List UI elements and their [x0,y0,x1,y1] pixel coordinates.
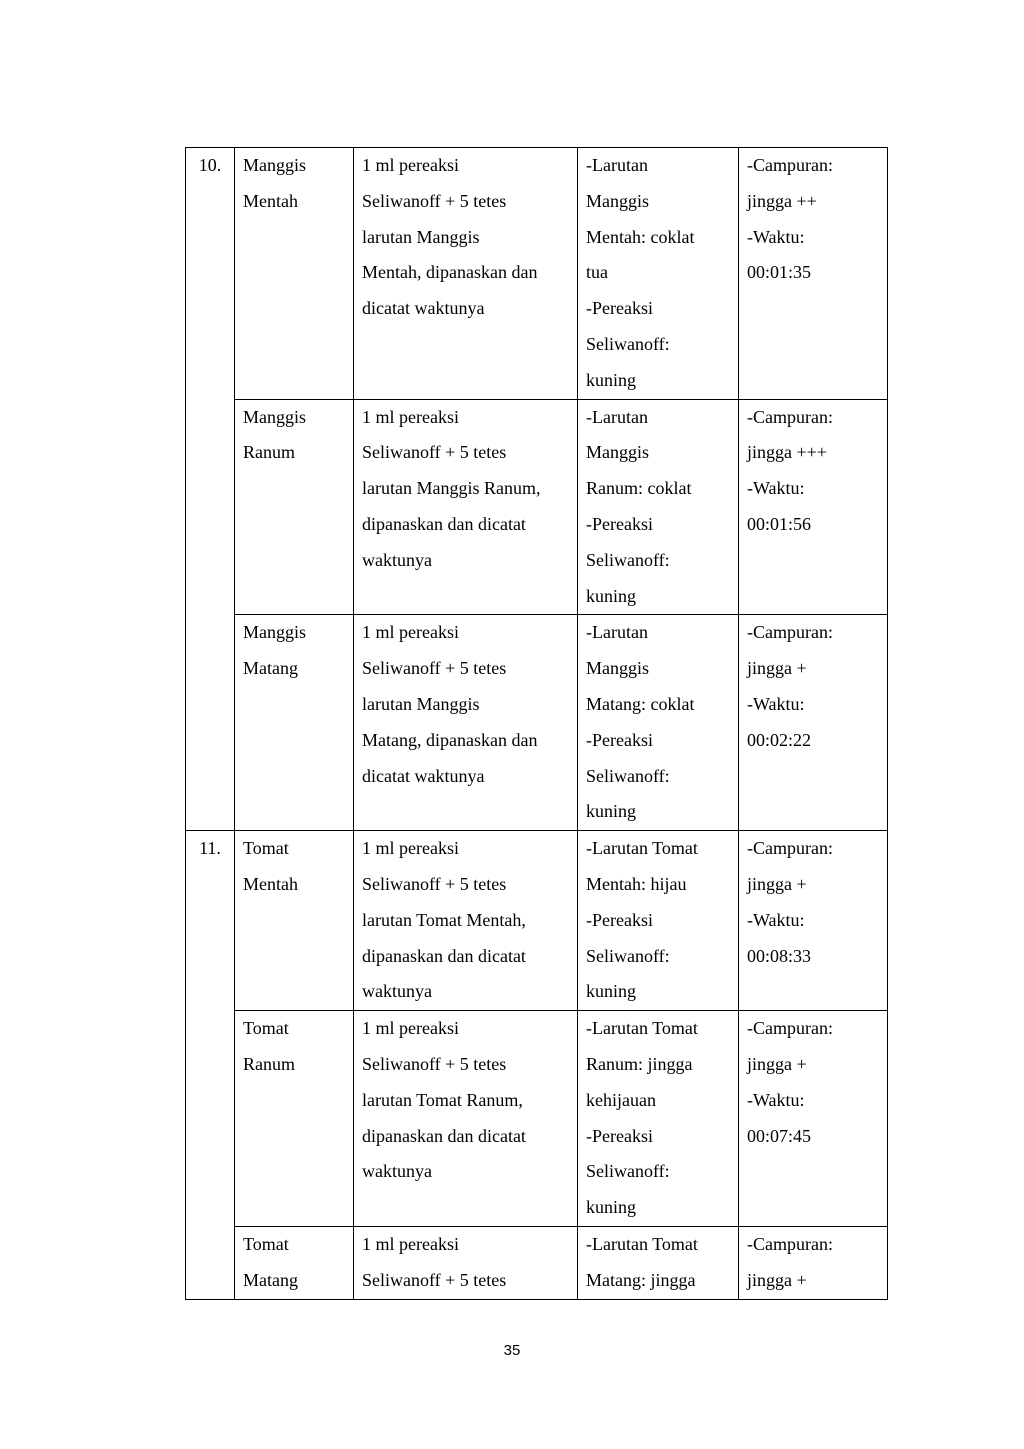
observation-line: Seliwanoff: [586,549,670,570]
table-row [186,1011,888,1227]
observation-line: -Pereaksi [586,729,653,750]
procedure-line: larutan Manggis [362,226,480,247]
result-cell [739,831,888,1011]
result-line: jingga + [747,1269,807,1290]
result-line: -Waktu: [747,693,805,714]
observation-line: kuning [586,981,637,1002]
procedure-line: Mentah, dipanaskan dan [362,262,538,283]
procedure-line: larutan Manggis Ranum, [362,478,541,499]
result-line: -Campuran: [747,1233,833,1254]
row-number-cell [186,399,235,615]
procedure-line: Seliwanoff + 5 tetes [362,442,507,463]
result-line: -Waktu: [747,909,805,930]
sample-line: Manggis [243,155,306,175]
observation-line: Seliwanoff: [586,333,670,354]
procedure-line: larutan Tomat Mentah, [362,909,526,930]
results-table [185,147,888,1300]
procedure-line: dipanaskan dan dicatat [362,945,526,966]
observation-line: Ranum: coklat [586,478,692,499]
observation-line: -Larutan Tomat [586,838,698,859]
sample-line: Matang [243,658,298,679]
procedure-line: 1 ml pereaksi [362,838,459,859]
observation-line: -Larutan [586,155,648,175]
observation-line: Mentah: hijau [586,873,687,894]
observation-line: Seliwanoff: [586,945,670,966]
observation-line: -Pereaksi [586,298,653,319]
sample-line: Ranum [243,442,295,463]
procedure-line: dicatat waktunya [362,765,485,786]
sample-cell [235,831,354,1011]
result-line: 00:08:33 [747,945,812,966]
row-number-cell [186,148,235,400]
observation-line: -Larutan [586,622,648,643]
observation-cell [578,831,739,1011]
procedure-line: 1 ml pereaksi [362,406,459,427]
observation-line: tua [586,262,608,283]
observation-cell [578,399,739,615]
result-line: jingga ++ [747,190,817,211]
sample-line: Tomat [243,1233,289,1254]
observation-line: -Pereaksi [586,1125,653,1146]
result-line: -Waktu: [747,226,805,247]
observation-line: -Larutan Tomat [586,1233,698,1254]
procedure-line: 1 ml pereaksi [362,1233,459,1254]
procedure-line: waktunya [362,1161,432,1182]
result-cell [739,1011,888,1227]
procedure-line: larutan Tomat Ranum, [362,1089,523,1110]
procedure-line: 1 ml pereaksi [362,1018,459,1039]
result-line: jingga +++ [747,442,827,463]
observation-cell [578,1011,739,1227]
procedure-line: dipanaskan dan dicatat [362,1125,526,1146]
procedure-line: waktunya [362,549,432,570]
row-number-cell [186,1011,235,1227]
result-cell [739,1226,888,1299]
row-number-cell [186,831,235,1011]
result-line: 00:07:45 [747,1125,812,1146]
observation-line: Seliwanoff: [586,1161,670,1182]
result-line: -Waktu: [747,1089,805,1110]
observation-line: kehijauan [586,1089,656,1110]
observation-cell [578,615,739,831]
table-row [186,1226,888,1299]
observation-cell [578,1226,739,1299]
observation-line: -Larutan [586,406,648,427]
result-line: -Campuran: [747,1018,833,1039]
result-line: -Waktu: [747,478,805,499]
sample-line: Manggis [243,406,306,427]
result-cell [739,615,888,831]
result-line: -Campuran: [747,838,833,859]
result-line: jingga + [747,658,807,679]
procedure-line: dicatat waktunya [362,298,485,319]
sample-line: Manggis [243,622,306,643]
result-line: jingga + [747,873,807,894]
result-cell [739,399,888,615]
observation-line: kuning [586,1197,637,1218]
sample-line: Tomat [243,1018,289,1039]
result-line: 00:01:56 [747,513,812,534]
result-line: 00:01:35 [747,262,812,283]
observation-line: Mentah: coklat [586,226,695,247]
sample-line: Tomat [243,838,289,859]
procedure-line: Seliwanoff + 5 tetes [362,1053,507,1074]
procedure-line: Seliwanoff + 5 tetes [362,190,507,211]
observation-line: kuning [586,801,637,822]
procedure-cell [354,1011,578,1227]
procedure-cell [354,1226,578,1299]
result-line: -Campuran: [747,155,833,175]
procedure-line: 1 ml pereaksi [362,155,459,175]
result-line: jingga + [747,1053,807,1074]
procedure-line: Matang, dipanaskan dan [362,729,538,750]
table-row [186,831,888,1011]
table-row [186,615,888,831]
procedure-line: 1 ml pereaksi [362,622,459,643]
row-number-cell [186,1226,235,1299]
observation-line: -Larutan Tomat [586,1018,698,1039]
procedure-line: Seliwanoff + 5 tetes [362,658,507,679]
procedure-cell [354,831,578,1011]
observation-line: kuning [586,369,637,390]
observation-line: Manggis [586,190,649,211]
sample-line: Mentah [243,190,298,211]
procedure-line: Seliwanoff + 5 tetes [362,873,507,894]
procedure-line: Seliwanoff + 5 tetes [362,1269,507,1290]
sample-line: Mentah [243,873,298,894]
table-row [186,399,888,615]
procedure-cell [354,399,578,615]
observation-line: Matang: jingga [586,1269,696,1290]
row-number-cell [186,615,235,831]
observation-line: Manggis [586,658,649,679]
results-table-body [186,148,888,1300]
sample-line: Matang [243,1269,298,1290]
observation-line: -Pereaksi [586,909,653,930]
procedure-line: dipanaskan dan dicatat [362,513,526,534]
sample-cell [235,148,354,400]
table-row [186,148,888,400]
result-line: -Campuran: [747,406,833,427]
sample-cell [235,399,354,615]
observation-line: -Pereaksi [586,513,653,534]
procedure-line: waktunya [362,981,432,1002]
observation-cell [578,148,739,400]
sample-cell [235,1011,354,1227]
page-number: 35 [503,1342,521,1359]
sample-line: Ranum [243,1053,295,1074]
observation-line: Matang: coklat [586,693,695,714]
row-number: 11. [199,838,221,859]
procedure-cell [354,615,578,831]
procedure-line: larutan Manggis [362,693,480,714]
observation-line: kuning [586,585,637,606]
sample-cell [235,1226,354,1299]
observation-line: Manggis [586,442,649,463]
observation-line: Ranum: jingga [586,1053,693,1074]
row-number: 10. [198,155,222,175]
sample-cell [235,615,354,831]
result-line: -Campuran: [747,622,833,643]
result-line: 00:02:22 [747,729,812,750]
observation-line: Seliwanoff: [586,765,670,786]
procedure-cell [354,148,578,400]
result-cell [739,148,888,400]
